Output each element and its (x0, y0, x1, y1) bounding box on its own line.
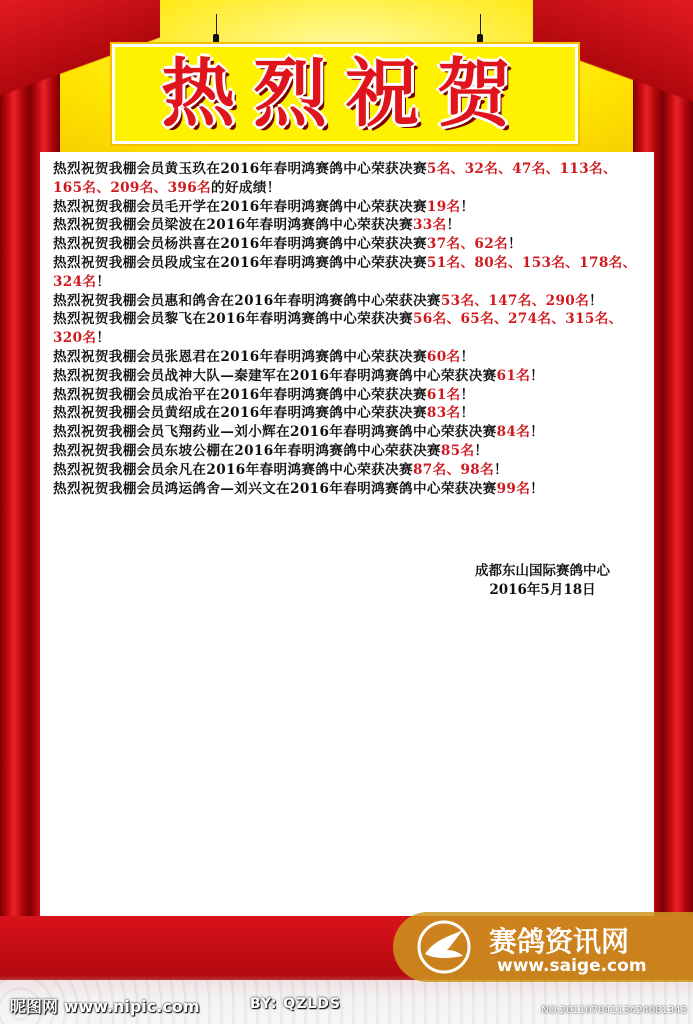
announcement-ranks: 99名 (496, 480, 531, 497)
announcement-item (53, 386, 645, 405)
announcement-text: 热烈祝贺我棚会员黄玉玖在2016年春明鸿赛鸽中心荣获决赛 (53, 161, 427, 177)
announcement-item (53, 461, 645, 480)
site-logo-banner (393, 912, 693, 982)
announcement-item (53, 348, 645, 367)
announcement-tail: ！ (494, 461, 508, 478)
announcement-ranks: 37名、62名 (426, 236, 508, 253)
announcement-item (53, 480, 645, 499)
announcement-tail: ！ (460, 348, 475, 365)
announcement-ranks: 53名、147名、290名 (440, 292, 590, 309)
announcement-tail: ！ (96, 273, 111, 290)
banner-clip-right (477, 34, 483, 44)
announcement-tail: ！ (460, 386, 475, 403)
announcement-item (53, 216, 645, 235)
announcement-ranks: 85名 (440, 442, 475, 459)
announcement-ranks: 60名 (426, 348, 461, 365)
announcement-list (53, 160, 645, 498)
announcement-item (53, 367, 645, 386)
announcement-ranks: 19名 (426, 198, 461, 215)
signature-date: 2016年5月18日 (489, 582, 596, 598)
signature-block (475, 562, 610, 600)
announcement-text: 热烈祝贺我棚会员黎飞在2016年春明鸿赛鸽中心荣获决赛 (53, 311, 413, 328)
announcement-ranks: 33名 (412, 217, 447, 234)
announcement-text: 热烈祝贺我棚会员鸿运鸽舍—刘兴文在2016年春明鸿赛鸽中心荣获决赛 (53, 480, 497, 497)
announcement-tail: ！ (507, 236, 522, 253)
announcement-text: 热烈祝贺我棚会员杨洪喜在2016年春明鸿赛鸽中心荣获决赛 (53, 236, 427, 253)
announcement-text: 热烈祝贺我棚会员惠和鸽舍在2016年春明鸿赛鸽中心荣获决赛 (53, 292, 441, 309)
announcement-tail: ！ (460, 198, 475, 215)
title-banner (112, 44, 578, 144)
announcement-text: 热烈祝贺我棚会员成治平在2016年春明鸿赛鸽中心荣获决赛 (53, 386, 427, 403)
announcement-text: 热烈祝贺我棚会员段成宝在2016年春明鸿赛鸽中心荣获决赛 (53, 254, 427, 271)
announcement-ranks: 83名 (426, 405, 461, 422)
announcement-text: 热烈祝贺我棚会员飞翔药业—刘小辉在2016年春明鸿赛鸽中心荣获决赛 (53, 424, 497, 441)
announcement-text: 热烈祝贺我棚会员战神大队—秦建军在2016年春明鸿赛鸽中心荣获决赛 (53, 367, 497, 384)
announcement-ranks: 51名、80名、153名、178名、324名 (53, 254, 637, 290)
announcement-item (53, 160, 645, 198)
announcement-tail: 的好成绩！ (211, 179, 281, 196)
announcement-text: 热烈祝贺我棚会员黄绍成在2016年春明鸿赛鸽中心荣获决赛 (53, 405, 427, 422)
watermark-author: BY: QZLDS (250, 996, 341, 1012)
announcement-tail: ！ (96, 330, 111, 347)
announcement-item (53, 198, 645, 217)
signature-org: 成都东山国际赛鸽中心 (475, 563, 610, 579)
logo-site-url: www.saige.com (497, 956, 647, 976)
announcement-item (53, 423, 645, 442)
announcement-item (53, 235, 645, 254)
announcement-tail: ！ (589, 292, 603, 309)
announcement-ranks: 84名 (496, 424, 531, 441)
announcement-paper (40, 152, 654, 916)
announcement-text: 热烈祝贺我棚会员张恩君在2016年春明鸿赛鸽中心荣获决赛 (53, 348, 427, 365)
announcement-item (53, 254, 645, 292)
announcement-item (53, 404, 645, 423)
logo-site-name: 赛鸽资讯网 (489, 925, 630, 958)
announcement-tail: ！ (474, 442, 489, 459)
announcement-ranks: 61名 (496, 367, 531, 384)
banner-title: 热烈祝贺 (161, 51, 529, 137)
announcement-tail: ！ (446, 217, 461, 234)
pigeon-logo-icon (417, 920, 471, 974)
announcement-ranks: 56名、65名、274名、315名、320名 (53, 311, 623, 347)
announcement-ranks: 5名、32名、47名、113名、165名、209名、396名 (53, 161, 617, 196)
announcement-tail: ！ (460, 405, 475, 422)
watermark-number: NO:20110704113424081343 (541, 1005, 687, 1016)
announcement-item (53, 292, 645, 311)
watermark-site: 昵图网 www.nipic.com (10, 997, 200, 1016)
announcement-text: 热烈祝贺我棚会员余凡在2016年春明鸿赛鸽中心荣获决赛 (53, 461, 413, 478)
announcement-text: 热烈祝贺我棚会员梁波在2016年春明鸿赛鸽中心荣获决赛 (53, 217, 413, 234)
announcement-tail: ！ (530, 367, 545, 384)
banner-clip-left (213, 34, 219, 44)
announcement-text: 热烈祝贺我棚会员东坡公棚在2016年春明鸿赛鸽中心荣获决赛 (53, 442, 441, 459)
announcement-text: 热烈祝贺我棚会员毛开学在2016年春明鸿赛鸽中心荣获决赛 (53, 198, 427, 215)
announcement-tail: ！ (530, 424, 545, 441)
announcement-item (53, 442, 645, 461)
announcement-ranks: 87名、98名 (412, 461, 495, 478)
announcement-ranks: 61名 (426, 386, 461, 403)
announcement-item (53, 310, 645, 348)
announcement-tail: ！ (530, 480, 545, 497)
